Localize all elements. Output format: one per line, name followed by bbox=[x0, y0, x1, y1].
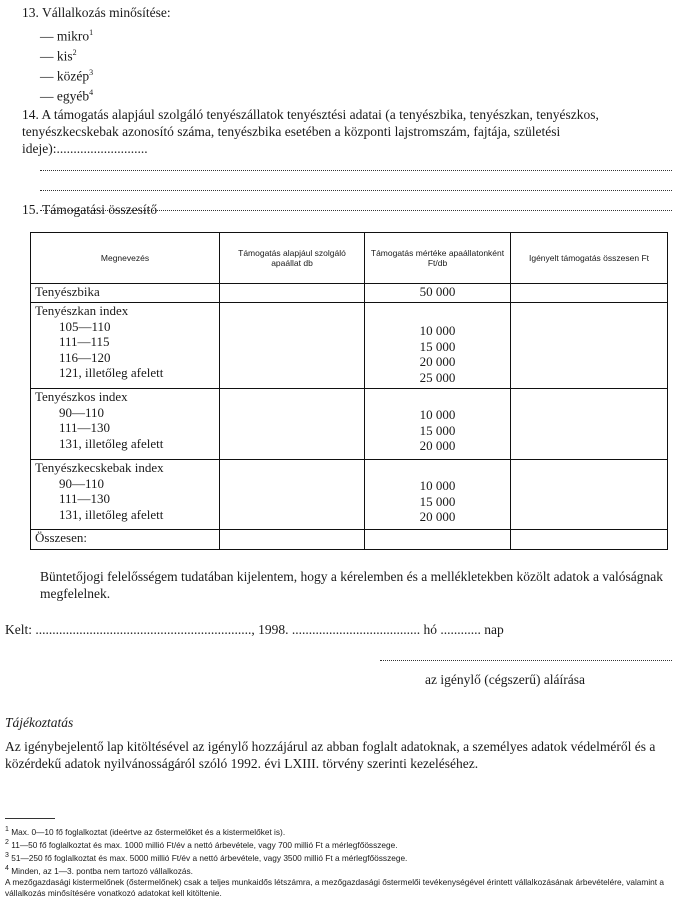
signature-line[interactable] bbox=[380, 660, 672, 661]
index-range: 116—120 bbox=[59, 349, 111, 365]
category-item[interactable]: — mikro$^1$ bbox=[40, 28, 94, 44]
rate-cell-group bbox=[365, 460, 511, 530]
notice-heading: Tájékoztatás bbox=[5, 715, 74, 730]
index-range: 90—110 bbox=[59, 404, 105, 420]
count-cell[interactable] bbox=[220, 530, 365, 550]
section-13-title: 13. Vállalkozás minősítése: bbox=[22, 5, 171, 20]
rate-value: 20 000 bbox=[419, 509, 456, 524]
index-range: 121, illetőleg afelett bbox=[59, 365, 164, 380]
table-row bbox=[31, 389, 668, 460]
header-total: Igényelt támogatás összesen Ft bbox=[511, 233, 668, 284]
rate-value: 20 000 bbox=[419, 354, 456, 369]
rate-value: 25 000 bbox=[419, 369, 456, 385]
footnote: $^1$ Max. 0—10 fő foglalkoztat (ideértve az őstermelőket és a kistermelőket is). bbox=[5, 826, 286, 837]
total-cell[interactable] bbox=[511, 284, 668, 303]
header-name: Megnevezés bbox=[31, 233, 220, 284]
index-range: 131, illetőleg afelett bbox=[59, 435, 164, 451]
row-label: Tenyészbika bbox=[31, 284, 220, 303]
category-item[interactable]: — egyéb$^4$ bbox=[40, 88, 94, 104]
section-14-text: 14. A támogatás alapjául szolgáló tenyészállatok tenyésztési adatai (a tenyészbika, tenyészkan, tenyészkos, tenyészkecskebak azonosító száma, tenyészbika esetében a központi lajstromszám, fajtája, születési ideje):........................... bbox=[22, 107, 599, 156]
declaration: Büntetőjogi felelősségem tudatában kijelentem, hogy a kérelemben és a mellékletekben közölt adatok a valóságnak megfelelnek. bbox=[40, 569, 664, 601]
index-range: 111—130 bbox=[59, 420, 111, 435]
footnote: $^3$ 51—250 fő foglalkoztat és max. 5000 millió Ft/év a nettó árbevétele, vagy 3500 millió Ft a mérlegfőösszege. bbox=[5, 852, 408, 863]
section-15-title: 15. Támogatási összesítő bbox=[22, 202, 158, 217]
index-range: 111—115 bbox=[59, 334, 110, 349]
rate-value: 15 000 bbox=[419, 493, 456, 509]
signature-label: az igénylő (cégszerű) aláírása bbox=[425, 672, 586, 687]
fill-line[interactable] bbox=[40, 189, 672, 191]
rate-cell-group bbox=[365, 303, 511, 389]
group-label: Tenyészkos index bbox=[35, 389, 128, 404]
table-row bbox=[31, 530, 668, 550]
table-row bbox=[31, 460, 668, 530]
count-cell[interactable] bbox=[220, 389, 365, 460]
total-cell[interactable] bbox=[511, 460, 668, 530]
count-cell[interactable] bbox=[220, 303, 365, 389]
total-cell[interactable] bbox=[511, 389, 668, 460]
section-13 bbox=[22, 5, 171, 105]
total-cell[interactable] bbox=[511, 530, 668, 550]
fill-line[interactable] bbox=[40, 169, 672, 171]
row-label-group bbox=[31, 460, 220, 530]
total-label: Összesen: bbox=[31, 530, 220, 550]
notice-text: Az igénybejelentő lap kitöltésével az igénylő hozzájárul az abban foglalt adatoknak, a személyes adatok védelméről és a közérdekű adatok nyilvánosságáról szóló 1992. évi LXIII. törvény szerinti kezeléséhez. bbox=[5, 739, 656, 771]
count-cell[interactable] bbox=[220, 284, 365, 303]
rate-value: 15 000 bbox=[419, 338, 456, 354]
footnote: $^4$ Minden, az 1—3. pontba nem tartozó vállalkozás. bbox=[5, 865, 193, 876]
category-item[interactable]: — közép$^3$ bbox=[40, 68, 94, 84]
row-label-group bbox=[31, 389, 220, 460]
total-cell[interactable] bbox=[511, 303, 668, 389]
category-item[interactable]: — kis$^2$ bbox=[40, 48, 77, 64]
enterprise-category-list bbox=[40, 25, 171, 105]
group-label: Tenyészkan index bbox=[35, 303, 129, 318]
index-range: 90—110 bbox=[59, 475, 105, 491]
header-count: Támogatás alapjául szolgáló apaállat db bbox=[220, 233, 365, 284]
rate-value: 10 000 bbox=[419, 478, 456, 493]
footnote-extra: A mezőgazdasági kistermelőnek (őstermelőnek) csak a teljes munkaidős létszámra, a mezőgazdasági őstermelői tevékenységével érintett vállalkozásának árbevételére, valamint a vállalkozás minősítésére vonatkozó adatokat kell kitöltenie. bbox=[5, 877, 665, 898]
rate-value: 15 000 bbox=[419, 422, 456, 438]
rate-cell-group bbox=[365, 389, 511, 460]
group-label: Tenyészkecskebak index bbox=[35, 460, 164, 475]
date-line[interactable]: Kelt: ................................................................, 1998. ...................................... hó ............ nap bbox=[5, 622, 504, 637]
count-cell[interactable] bbox=[220, 460, 365, 530]
support-summary-table bbox=[30, 232, 668, 550]
rate-value: 20 000 bbox=[419, 438, 456, 453]
rate-cell: 50 000 bbox=[365, 284, 511, 303]
index-range: 111—130 bbox=[59, 491, 111, 506]
rate-cell bbox=[365, 530, 511, 550]
index-range: 131, illetőleg afelett bbox=[59, 506, 164, 522]
index-range: 105—110 bbox=[59, 318, 111, 334]
footnote: $^2$ 11—50 fő foglalkoztat és max. 1000 millió Ft/év a nettó árbevétele, vagy 700 millió Ft a mérlegfőösszege. bbox=[5, 839, 398, 850]
section-14 bbox=[22, 106, 672, 211]
rate-value: 10 000 bbox=[419, 323, 456, 338]
row-label-group bbox=[31, 303, 220, 389]
rate-value: 10 000 bbox=[419, 407, 456, 422]
table-row bbox=[31, 284, 668, 303]
header-rate: Támogatás mértéke apaállatonként Ft/db bbox=[365, 233, 511, 284]
table-row bbox=[31, 303, 668, 389]
footnote-divider bbox=[5, 818, 55, 819]
